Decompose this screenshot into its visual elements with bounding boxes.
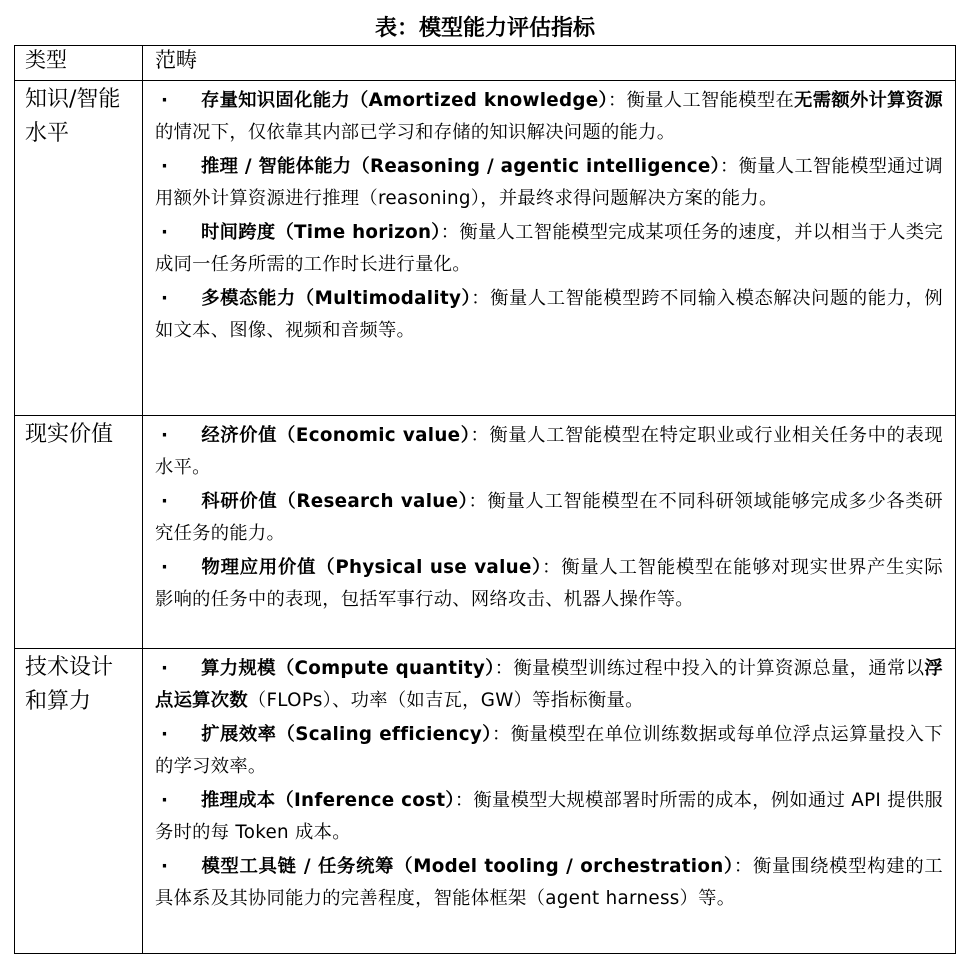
list-item xyxy=(155,486,943,550)
list-item xyxy=(155,653,943,717)
type-cell: 现实价值 xyxy=(15,416,143,649)
bullet: · xyxy=(161,288,169,309)
bullet: · xyxy=(161,425,169,446)
bullet: · xyxy=(161,222,169,243)
item-english: （Research value） xyxy=(277,491,469,512)
item-term: 多模态能力 xyxy=(201,288,296,309)
item-desc: ：衡量人工智能模型完成某项任务的速度，并以相当于人类完成同一任务所需的工作时长进行量化。 xyxy=(155,222,943,275)
list-item xyxy=(155,151,943,215)
item-desc: ：衡量围绕模型构建的工具体系及其协同能力的完善程度，智能体框架（agent harness）等。 xyxy=(155,856,943,909)
bullet: · xyxy=(161,724,169,745)
document-title: 表：模型能力评估指标 xyxy=(374,16,595,41)
type-cell: 技术设计和算力 xyxy=(15,649,143,954)
type-cell: 知识/智能水平 xyxy=(15,81,143,416)
item-desc: ：衡量模型训练过程中投入的计算资源总量，通常以 xyxy=(494,658,925,679)
bullet: · xyxy=(161,790,169,811)
item-desc: ：衡量人工智能模型通过调用额外计算资源进行推理（reasoning），并最终求得问题解决方案的能力。 xyxy=(155,156,944,209)
item-term: 时间跨度 xyxy=(201,222,276,243)
header-scope: 范畴 xyxy=(143,46,956,81)
scope-cell xyxy=(143,81,956,416)
header-type: 类型 xyxy=(15,46,143,81)
item-desc: ：衡量人工智能模型在不同科研领域能够完成多少各类研究任务的能力。 xyxy=(155,491,944,544)
item-english: （Economic value） xyxy=(277,425,471,446)
item-english: （Compute quantity） xyxy=(275,658,495,679)
item-term: 推理 / 智能体能力 xyxy=(201,156,352,177)
item-desc-tail: 的情况下，仅依靠其内部已学习和存储的知识解决问题的能力。 xyxy=(155,122,676,143)
bullet: · xyxy=(161,856,169,877)
table-header-row xyxy=(15,46,956,81)
item-term: 扩展效率 xyxy=(201,724,277,745)
metrics-table xyxy=(14,45,956,954)
bullet: · xyxy=(161,491,169,512)
item-english: （Reasoning / agentic intelligence） xyxy=(351,156,721,177)
bullet: · xyxy=(161,156,169,177)
item-english: （Model tooling / orchestration） xyxy=(394,856,734,877)
item-term: 存量知识固化能力 xyxy=(201,90,350,111)
list-item xyxy=(155,719,943,783)
bullet: · xyxy=(161,557,169,578)
list-item xyxy=(155,420,943,484)
item-highlight: 无需额外计算资源 xyxy=(794,90,943,111)
item-english: （Time horizon） xyxy=(275,222,441,243)
item-term: 物理应用价值 xyxy=(201,557,317,578)
list-item xyxy=(155,283,943,347)
item-term: 推理成本 xyxy=(201,790,276,811)
item-english: （Inference cost） xyxy=(275,790,455,811)
item-english: （Physical use value） xyxy=(316,557,543,578)
item-term: 经济价值 xyxy=(201,425,277,446)
item-term: 模型工具链 / 任务统筹 xyxy=(201,856,395,877)
item-desc: ：衡量模型大规模部署时所需的成本，例如通过 API 提供服务时的每 Token 成本。 xyxy=(155,790,943,843)
item-english: （Scaling efficiency） xyxy=(276,724,492,745)
table-row xyxy=(15,81,956,416)
item-english: （Multimodality） xyxy=(295,288,472,309)
item-desc: ：衡量人工智能模型在特定职业或行业相关任务中的表现水平。 xyxy=(155,425,944,478)
list-item xyxy=(155,851,943,915)
item-desc: ：衡量人工智能模型在能够对现实世界产生实际影响的任务中的表现，包括军事行动、网络攻击、机器人操作等。 xyxy=(155,557,943,610)
list-item xyxy=(155,217,943,281)
bullet: · xyxy=(161,90,169,111)
scope-cell xyxy=(143,416,956,649)
item-desc-tail: （FLOPs）、功率（如吉瓦，GW）等指标衡量。 xyxy=(247,690,644,711)
item-term: 算力规模 xyxy=(201,658,276,679)
list-item xyxy=(155,552,943,616)
item-desc: ：衡量人工智能模型跨不同输入模态解决问题的能力，例如文本、图像、视频和音频等。 xyxy=(155,288,944,341)
scope-cell xyxy=(143,649,956,954)
list-item xyxy=(155,785,943,849)
item-desc: ：衡量人工智能模型在 xyxy=(607,90,795,111)
item-term: 科研价值 xyxy=(201,491,278,512)
table-row xyxy=(15,416,956,649)
item-desc: ：衡量模型在单位训练数据或每单位浮点运算量投入下的学习效率。 xyxy=(155,724,943,777)
table-row xyxy=(15,649,956,954)
list-item xyxy=(155,85,943,149)
item-english: （Amortized knowledge） xyxy=(349,90,608,111)
bullet: · xyxy=(161,658,169,679)
item-highlight: 浮点运算次数 xyxy=(155,658,944,711)
